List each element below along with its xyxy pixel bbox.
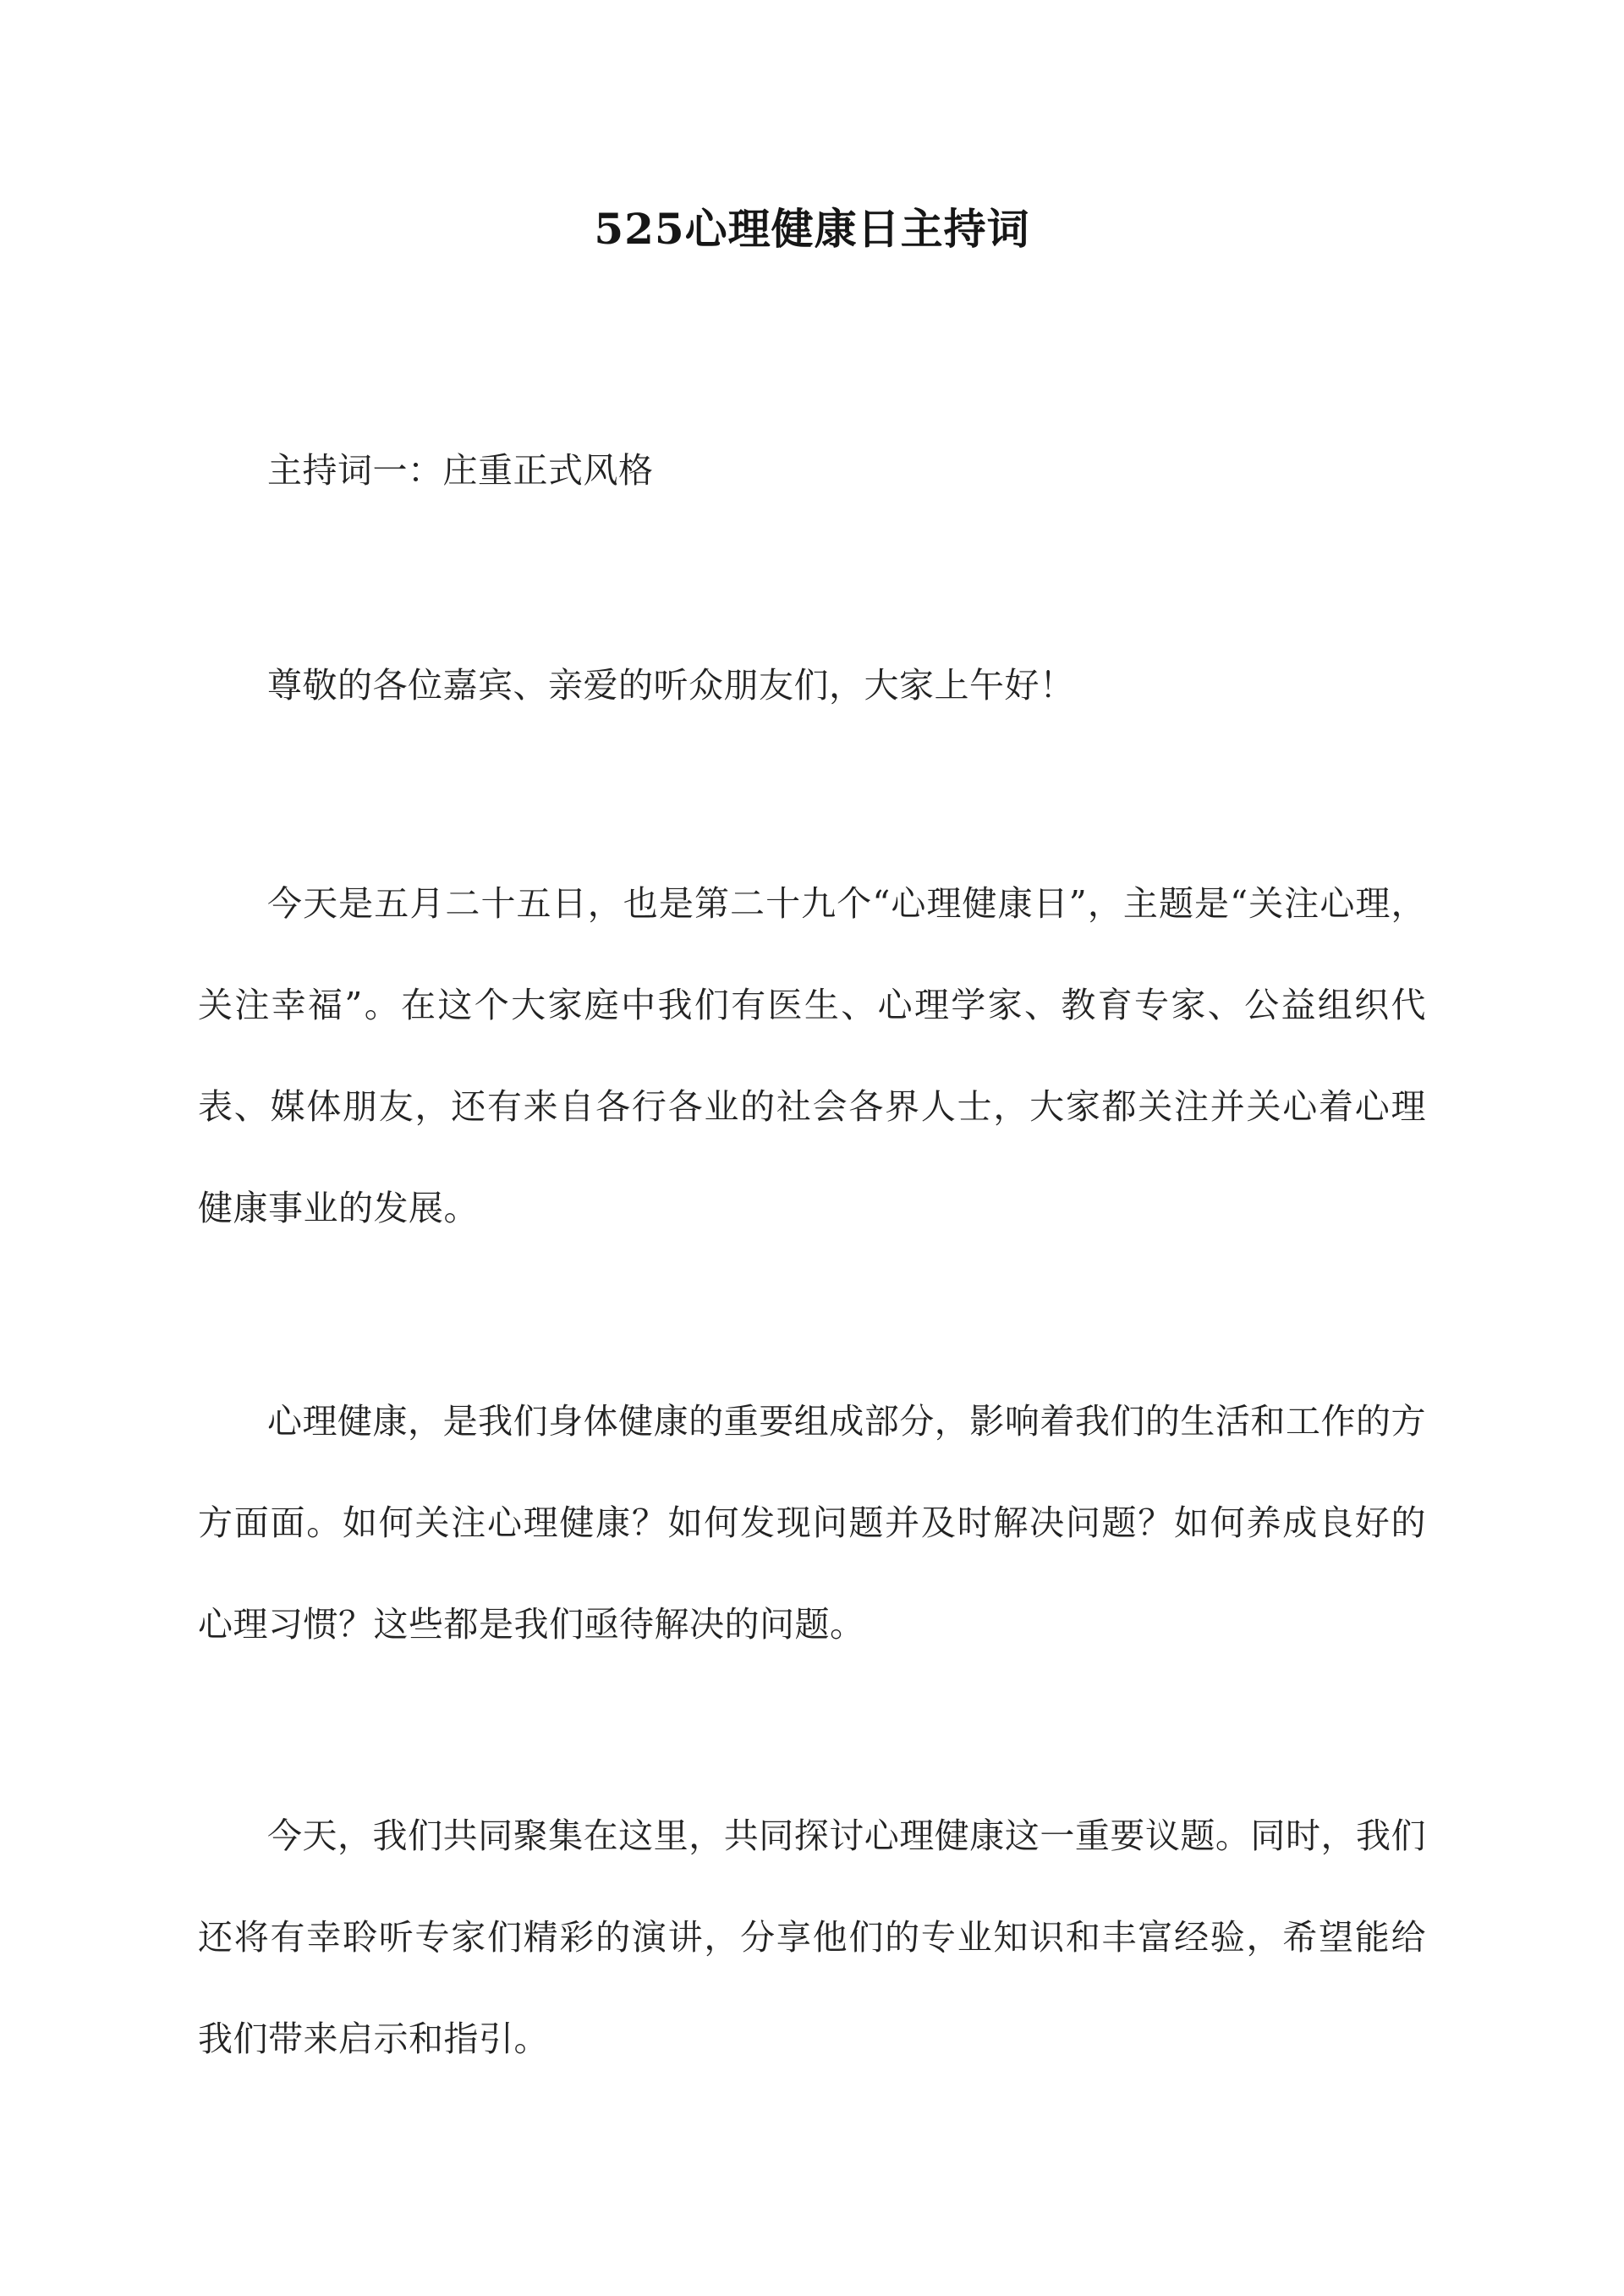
body-paragraph: 今天是五月二十五日，也是第二十九个“心理健康日”，主题是“关注心理，关注幸福”。在这个大家庭中我们有医生、心理学家、教育专家、公益组织代表、媒体朋友，还有来自各行各业的社会各界人士，大家都关注并关心着心理健康事业的发展。 (198, 883, 1426, 1228)
body-paragraph: 心理健康，是我们身体健康的重要组成部分，影响着我们的生活和工作的方方面面。如何关注心理健康？如何发现问题并及时解决问题？如何养成良好的心理习惯？这些都是我们亟待解决的问题。 (198, 1401, 1426, 1645)
document-title: 525心理健康日主持词 (594, 204, 1030, 254)
section-heading: 主持词一：庄重正式风格 (267, 450, 654, 491)
greeting-paragraph: 尊敬的各位嘉宾、亲爱的听众朋友们，大家上午好！ (267, 665, 1075, 706)
body-paragraph: 今天，我们共同聚集在这里，共同探讨心理健康这一重要议题。同时，我们还将有幸聆听专家们精彩的演讲，分享他们的专业知识和丰富经验，希望能给我们带来启示和指引。 (198, 1815, 1426, 2059)
